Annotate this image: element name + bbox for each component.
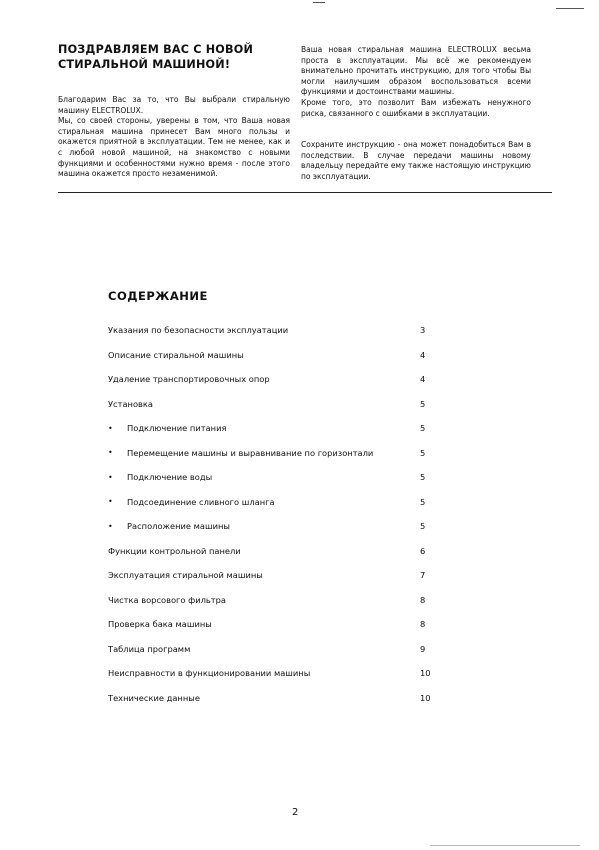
toc-item-label: Таблица программ <box>108 643 191 654</box>
table-of-contents <box>108 318 438 710</box>
intro-right-paragraph-1: Ваша новая стиральная машина ELECTROLUX весьма проста в эксплуатации. Мы всё же рекомендуем внимательно прочитать инструкцию, для того чтобы Вы могли наилучшим образом воспользоваться всеми функциями и достоинствами машины. <box>301 45 531 97</box>
intro-right-paragraph-2: Кроме того, это позволит Вам избежать ненужного риска, связанного с ошибками в эксплуатации. <box>301 97 531 118</box>
intro-left-paragraph-1: Благодарим Вас за то, что Вы выбрали стиральную машину ELECTROLUX. <box>58 95 290 115</box>
toc-item-control-panel[interactable] <box>108 539 438 564</box>
toc-item-page: 4 <box>420 349 426 360</box>
toc-item-page: 8 <box>420 594 426 605</box>
toc-item-label: Описание стиральной машины <box>108 349 244 360</box>
scan-artifact-top <box>313 2 325 3</box>
toc-item-page: 5 <box>420 398 426 409</box>
intro-left-paragraph-2: Мы, со своей стороны, уверены в том, что Ваша новая стиральная машина принесет Вам много пользы и окажется приятной в эксплуатации. Тем не менее, как и с любой новой машиной, на знакомство с новыми функциями и особенностями нужно время - после этого машина окажется просто незаменимой. <box>58 116 290 179</box>
toc-item-troubleshooting[interactable] <box>108 661 438 686</box>
toc-item-lint-filter[interactable] <box>108 588 438 613</box>
toc-item-label: Эксплуатация стиральной машины <box>108 570 263 581</box>
toc-item-page: 9 <box>420 643 426 654</box>
toc-subitem-power[interactable] <box>108 416 438 441</box>
toc-item-page: 5 <box>420 423 426 434</box>
toc-item-label: Указания по безопасности эксплуатации <box>108 325 289 336</box>
toc-item-installation[interactable] <box>108 392 438 417</box>
bullet-icon: • <box>108 472 113 482</box>
toc-item-label: Перемещение машины и выравнивание по горизонтали <box>127 447 374 458</box>
toc-item-page: 5 <box>420 447 426 458</box>
scan-artifact-bottom <box>430 845 580 846</box>
toc-item-page: 5 <box>420 472 426 483</box>
toc-item-label: Подключение питания <box>127 423 227 434</box>
toc-item-program-table[interactable] <box>108 637 438 662</box>
toc-subitem-leveling[interactable] <box>108 441 438 466</box>
bullet-icon: • <box>108 448 113 458</box>
toc-item-operation[interactable] <box>108 563 438 588</box>
bullet-icon: • <box>108 497 113 507</box>
toc-item-label: Неисправности в функционировании машины <box>108 668 311 679</box>
toc-item-label: Функции контрольной панели <box>108 545 241 556</box>
toc-item-label: Подсоединение сливного шланга <box>127 496 275 507</box>
toc-item-page: 10 <box>420 692 431 703</box>
toc-item-page: 7 <box>420 570 426 581</box>
toc-item-page: 6 <box>420 545 426 556</box>
toc-item-label: Удаление транспортировочных опор <box>108 374 270 385</box>
toc-item-page: 4 <box>420 374 426 385</box>
toc-subitem-placement[interactable] <box>108 514 438 539</box>
intro-left-column <box>58 95 290 180</box>
intro-right-column <box>301 45 531 119</box>
toc-item-page: 3 <box>420 325 426 336</box>
intro-heading-line2: СТИРАЛЬНОЙ МАШИНОЙ! <box>58 58 231 71</box>
toc-item-label: Подключение воды <box>127 472 213 483</box>
section-divider <box>58 192 552 193</box>
toc-item-drum-check[interactable] <box>108 612 438 637</box>
toc-item-transport-bolts[interactable] <box>108 367 438 392</box>
intro-right-paragraph-3: Сохраните инструкцию - она может понадобиться Вам в последствии. В случае передачи машины новому владельцу передайте ему также настоящую инструкцию по эксплуатации. <box>301 140 531 181</box>
page-number: 2 <box>292 807 299 818</box>
bullet-icon: • <box>108 521 113 531</box>
toc-item-page: 5 <box>420 496 426 507</box>
toc-item-label: Технические данные <box>108 692 200 703</box>
toc-item-label: Расположение машины <box>127 521 230 532</box>
bullet-icon: • <box>108 423 113 433</box>
toc-item-technical-data[interactable] <box>108 686 438 711</box>
toc-item-label: Установка <box>108 398 154 409</box>
toc-title: СОДЕРЖАНИЕ <box>108 289 208 303</box>
toc-item-page: 10 <box>420 668 431 679</box>
toc-item-page: 8 <box>420 619 426 630</box>
toc-subitem-water[interactable] <box>108 465 438 490</box>
toc-item-label: Проверка бака машины <box>108 619 212 630</box>
intro-heading <box>58 42 298 72</box>
intro-heading-line1: ПОЗДРАВЛЯЕМ ВАС С НОВОЙ <box>58 43 254 56</box>
toc-item-description[interactable] <box>108 343 438 368</box>
toc-subitem-drain-hose[interactable] <box>108 490 438 515</box>
scan-artifact-top-right <box>556 8 584 9</box>
toc-item-label: Чистка ворсового фильтра <box>108 594 226 605</box>
toc-item-safety[interactable] <box>108 318 438 343</box>
toc-item-page: 5 <box>420 521 426 532</box>
